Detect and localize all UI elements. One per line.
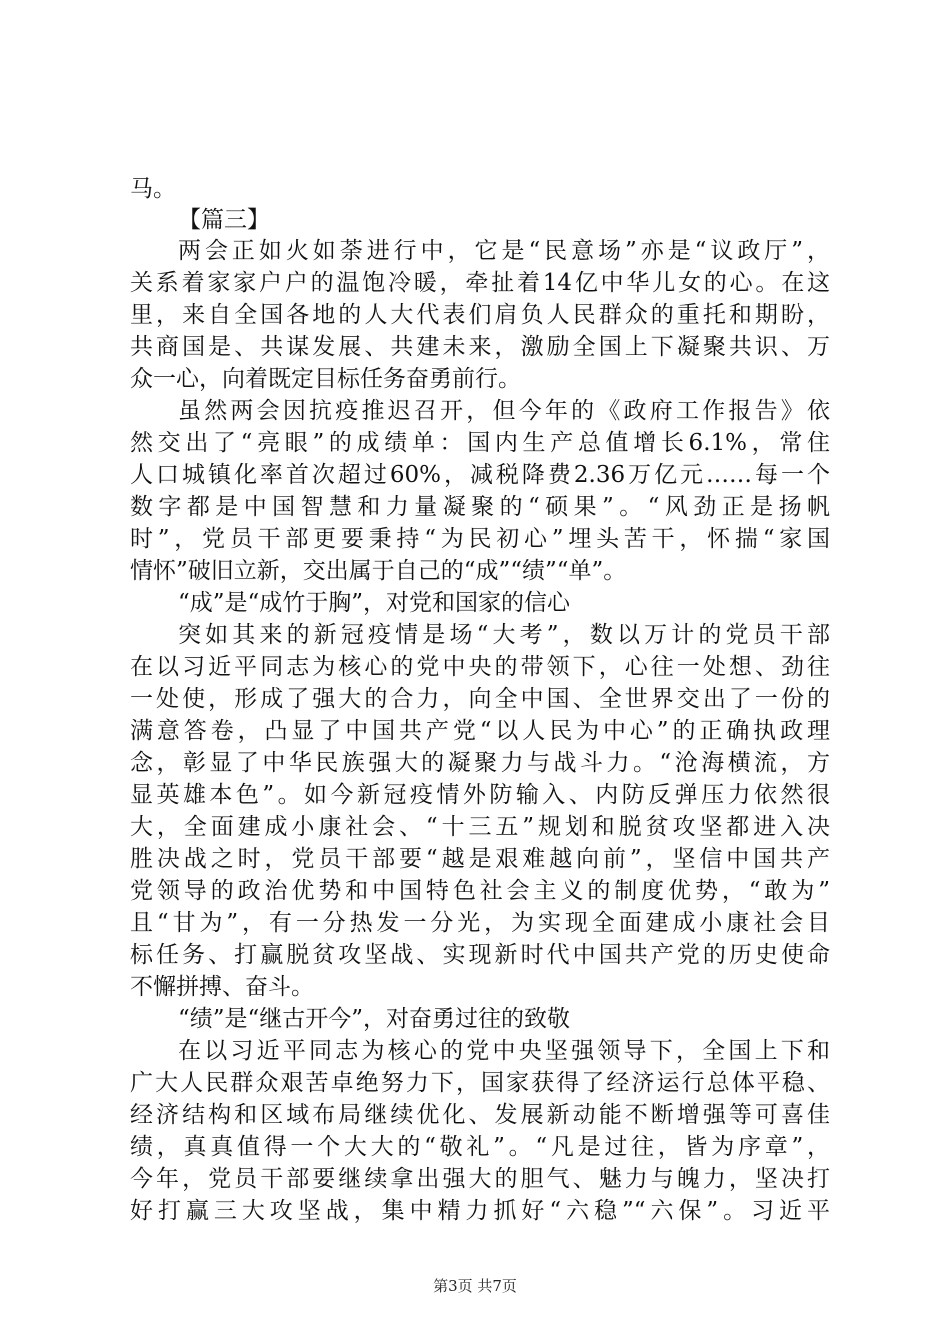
text-line: 众一心，向着既定目标任务奋勇前行。: [130, 366, 521, 392]
text-line: 广大人民群众艰苦卓绝努力下，国家获得了经济运行总体平稳、: [130, 1070, 830, 1096]
text-line: 马。: [130, 176, 176, 202]
subheading-cheng: “成”是“成竹于胸”，对党和国家的信心: [178, 590, 571, 616]
text-line: 今年，党员干部要继续拿出强大的胆气、魅力与魄力，坚决打: [130, 1166, 830, 1192]
text-line: 在以习近平同志为核心的党中央坚强领导下，全国上下和: [178, 1038, 830, 1064]
text-line: 绩，真真值得一个大大的“敬礼”。“凡是过往，皆为序章”，: [130, 1134, 830, 1160]
text-line: 显英雄本色”。如今新冠疫情外防输入、内防反弹压力依然很: [130, 782, 830, 808]
text-line: 然交出了“亮眼”的成绩单：国内生产总值增长6.1%，常住: [130, 430, 830, 456]
text-line: 念，彰显了中华民族强大的凝聚力与战斗力。“沧海横流，方: [130, 750, 830, 776]
text-line: 党领导的政治优势和中国特色社会主义的制度优势，“敢为”: [130, 878, 830, 904]
text-line: 虽然两会因抗疫推迟召开，但今年的《政府工作报告》依: [178, 398, 830, 424]
text-line: 胜决战之时，党员干部要“越是艰难越向前”，坚信中国共产: [130, 846, 830, 872]
text-line: 突如其来的新冠疫情是场“大考”，数以万计的党员干部: [178, 622, 830, 648]
text-line: 人口城镇化率首次超过60%，减税降费2.36万亿元……每一个: [130, 462, 830, 488]
text-line: 共商国是、共谋发展、共建未来，激励全国上下凝聚共识、万: [130, 334, 830, 360]
text-line: 一处使，形成了强大的合力，向全中国、全世界交出了一份的: [130, 686, 830, 712]
section-heading: 【篇三】: [178, 207, 270, 233]
text-line: 数字都是中国智慧和力量凝聚的“硕果”。“风劲正是扬帆: [130, 494, 830, 520]
text-line: 大，全面建成小康社会、“十三五”规划和脱贫攻坚都进入决: [130, 814, 830, 840]
text-line: 满意答卷，凸显了中国共产党“以人民为中心”的正确执政理: [130, 718, 830, 744]
text-line: 且“甘为”，有一分热发一分光，为实现全面建成小康社会目: [130, 910, 830, 936]
text-line: 情怀”破旧立新，交出属于自己的“成”“绩”“单”。: [130, 558, 627, 584]
text-line: 在以习近平同志为核心的党中央的带领下，心往一处想、劲往: [130, 654, 830, 680]
text-line: 里，来自全国各地的人大代表们肩负人民群众的重托和期盼，: [130, 302, 830, 328]
text-line: 好打赢三大攻坚战，集中精力抓好“六稳”“六保”。习近平: [130, 1198, 830, 1224]
text-line: 两会正如火如荼进行中，它是“民意场”亦是“议政厅”，: [178, 238, 830, 264]
text-line: 不懈拼搏、奋斗。: [130, 974, 314, 1000]
text-line: 经济结构和区域布局继续优化、发展新动能不断增强等可喜佳: [130, 1102, 830, 1128]
text-line: 关系着家家户户的温饱冷暖，牵扯着14亿中华儿女的心。在这: [130, 270, 830, 296]
subheading-ji: “绩”是“继古开今”，对奋勇过往的致敬: [178, 1006, 571, 1032]
text-line: 标任务、打赢脱贫攻坚战、实现新时代中国共产党的历史使命: [130, 942, 830, 968]
text-line: 时”，党员干部更要秉持“为民初心”埋头苦干，怀揣“家国: [130, 526, 830, 552]
page-footer: 第3页 共7页: [433, 1277, 517, 1295]
